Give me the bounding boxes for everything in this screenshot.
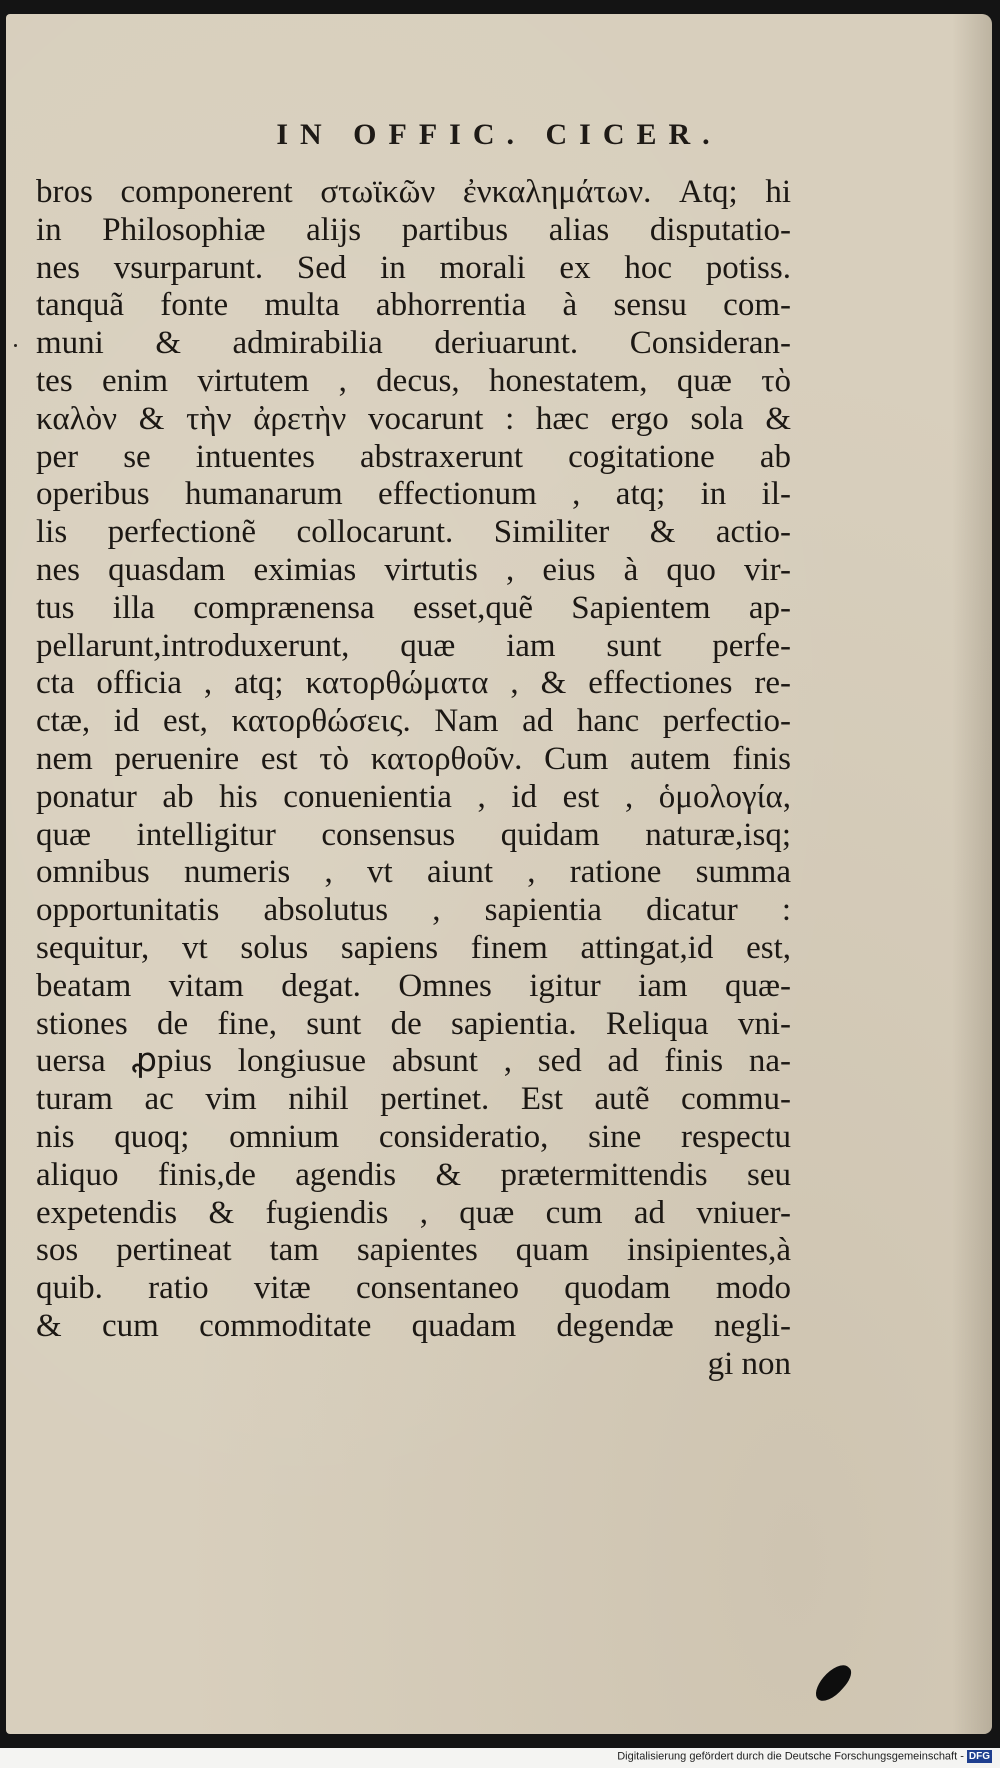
text-line: operibus humanarum effectionum , atq; in il-: [36, 476, 791, 513]
text-line: καλὸν & τὴν ἀρετὴν vocarunt : hæc ergo sola &: [36, 400, 791, 437]
text-line: aliquo finis,de agendis & prætermittendis seu: [36, 1156, 791, 1193]
text-line: nes quasdam eximias virtutis , eius à quo vir-: [36, 551, 791, 588]
text-line: uersa ꝓpius longiusue absunt , sed ad finis na-: [36, 1043, 791, 1080]
text-line: per se intuentes abstraxerunt cogitatione ab: [36, 438, 791, 475]
text-line: tes enim virtutem , decus, honestatem, quæ τὸ: [36, 362, 791, 399]
book-page: [6, 14, 992, 1734]
text-line: stiones de fine, sunt de sapientia. Reliqua vni-: [36, 1005, 791, 1042]
text-line: nes vsurparunt. Sed in morali ex hoc potiss.: [36, 249, 791, 286]
text-line: ponatur ab his conuenientia , id est , ὁμολογία,: [36, 778, 791, 815]
text-line: opportunitatis absolutus , sapientia dicatur :: [36, 892, 791, 929]
text-line: nis quoq; omnium consideratio, sine respectu: [36, 1118, 791, 1155]
text-line: in Philosophiæ alijs partibus alias disputatio-: [36, 211, 791, 248]
text-line: gi non: [707, 1345, 791, 1382]
text-line: cta officia , atq; κατορθώματα , & effectiones re-: [36, 665, 791, 702]
digitization-credit: [617, 1750, 992, 1763]
text-line: lis perfectionẽ collocarunt. Similiter & actio-: [36, 514, 791, 551]
text-line: tus illa comprænensa esset,quẽ Sapientem ap-: [36, 589, 791, 626]
page-edge-shadow: [952, 14, 992, 1734]
text-line: turam ac vim nihil pertinet. Est autẽ commu-: [36, 1081, 791, 1118]
ink-blot-mark: [810, 1659, 855, 1707]
text-line: muni & admirabilia deriuarunt. Consideran-: [36, 325, 791, 362]
text-line: pellarunt,introduxerunt, quæ iam sunt perfe-: [36, 627, 791, 664]
running-head: IN OFFIC. CICER.: [276, 118, 722, 151]
ink-speck: [14, 344, 17, 347]
text-line: quib. ratio vitæ consentaneo quodam modo: [36, 1270, 791, 1307]
dfg-logo: DFG: [968, 1751, 990, 1762]
text-line: sos pertineat tam sapientes quam insipientes,à: [36, 1232, 791, 1269]
text-line: quæ intelligitur consensus quidam naturæ,isq;: [36, 816, 791, 853]
text-line: omnibus numeris , vt aiunt , ratione summa: [36, 854, 791, 891]
text-line: ctæ, id est, κατορθώσεις. Nam ad hanc perfectio-: [36, 703, 791, 740]
text-line: expetendis & fugiendis , quæ cum ad vniuer-: [36, 1194, 791, 1231]
text-line: nem peruenire est τὸ κατορθοῦν. Cum autem finis: [36, 740, 791, 777]
body-text: [36, 174, 791, 1384]
text-line: bros componerent στωϊκῶν ἐνκαλημάτων. Atq; hi: [36, 174, 791, 210]
text-line: & cum commoditate quadam degendæ negli-: [36, 1307, 791, 1344]
text-line: sequitur, vt solus sapiens finem attingat,id est,: [36, 929, 791, 966]
text-line: beatam vitam degat. Omnes igitur iam quæ-: [36, 967, 791, 1004]
text-line: tanquã fonte multa abhorrentia à sensu com-: [36, 287, 791, 324]
credit-text: Digitalisierung gefördert durch die Deutsche Forschungsgemeinschaft -: [617, 1750, 964, 1763]
